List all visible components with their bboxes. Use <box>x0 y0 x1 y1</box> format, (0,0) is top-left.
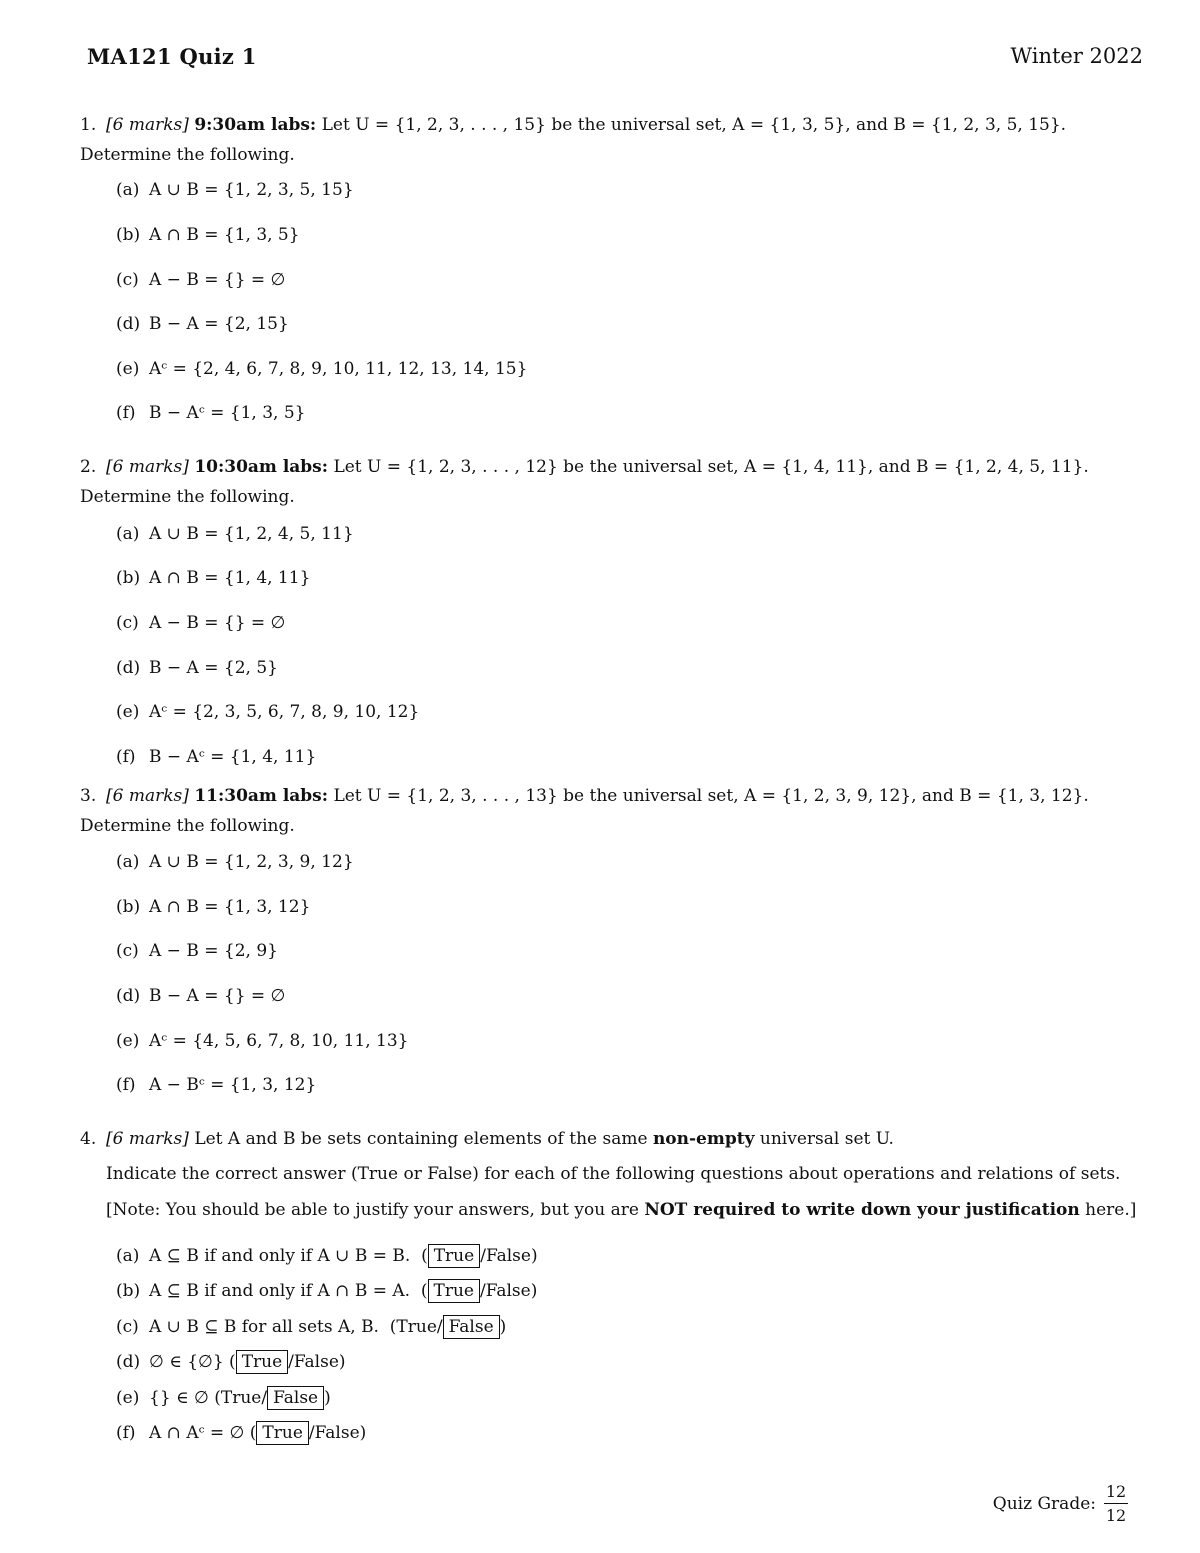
note-text <box>106 1200 1136 1220</box>
grade-label: Quiz Grade: <box>992 1493 1096 1514</box>
part-answer: A ∪ B = {1, 2, 3, 5, 15} <box>149 180 354 200</box>
tf-choice: (True/ False ) <box>214 1388 331 1408</box>
part-answer: B − Aᶜ = {1, 4, 11} <box>149 747 317 767</box>
part-label: (d) <box>116 1352 141 1372</box>
part-answer: B − A = {2, 15} <box>149 314 289 334</box>
question-marks: [6 marks] <box>106 1129 189 1149</box>
part-label: (d) <box>116 986 141 1006</box>
part-label: (d) <box>116 314 141 334</box>
tf-choice: ( True /False) <box>229 1352 346 1372</box>
part-item <box>116 938 278 964</box>
part-answer: A ∪ B = {1, 2, 4, 5, 11} <box>149 524 354 544</box>
grade-numerator: 12 <box>1105 1482 1127 1501</box>
part-item <box>116 655 278 681</box>
part-answer: A − B = {} = ∅ <box>149 613 286 633</box>
tf-choice: ( True /False) <box>421 1246 538 1266</box>
grade-fraction <box>1104 1482 1128 1525</box>
part-label: (f) <box>116 747 136 767</box>
question-stem: Let U = {1, 2, 3, . . . , 12} be the universal set, A = {1, 4, 11}, and B = {1, 2, 4, 5, 11}. Determine the following. <box>80 457 1089 507</box>
false-choice: False <box>314 1423 360 1443</box>
term-label: Winter 2022 <box>1010 44 1143 68</box>
part-item <box>116 356 527 382</box>
part-item <box>116 400 305 426</box>
part-label: (b) <box>116 1281 141 1301</box>
question-marks: [6 marks] <box>106 457 189 477</box>
part-item <box>116 610 285 636</box>
false-choice: False <box>293 1352 339 1372</box>
part-label: (e) <box>116 702 140 722</box>
tf-choice: ( True /False) <box>420 1281 538 1301</box>
true-choice: True <box>220 1388 262 1408</box>
part-label: (e) <box>116 1388 140 1408</box>
part-item <box>116 699 419 725</box>
tf-item <box>116 1349 346 1375</box>
question-2 <box>80 452 1146 512</box>
quiz-grade <box>993 1482 1128 1525</box>
question-3 <box>80 781 1146 841</box>
part-item <box>116 983 285 1009</box>
tf-statement: A ⊆ B if and only if A ∪ B = B. <box>149 1246 411 1266</box>
question-stem-post: universal set U. <box>759 1129 894 1149</box>
part-label: (e) <box>116 1031 140 1051</box>
part-answer: A − Bᶜ = {1, 3, 12} <box>149 1075 317 1095</box>
false-choice: False <box>485 1281 531 1301</box>
part-label: (a) <box>116 852 140 872</box>
question-1 <box>80 110 1146 170</box>
false-choice: False <box>485 1246 531 1266</box>
lab-label: 10:30am labs: <box>194 457 329 477</box>
part-label: (c) <box>116 613 139 633</box>
tf-statement: A ∪ B ⊆ B for all sets A, B. <box>149 1317 379 1337</box>
question-number: 3. <box>80 786 97 806</box>
part-item <box>116 1028 408 1054</box>
part-answer: Aᶜ = {2, 4, 6, 7, 8, 9, 10, 11, 12, 13, 14, 15} <box>149 359 528 379</box>
question-marks: [6 marks] <box>106 115 189 135</box>
part-item <box>116 222 300 248</box>
tf-choice: (True/ False ) <box>389 1317 507 1337</box>
part-item <box>116 1072 316 1098</box>
part-label: (b) <box>116 568 141 588</box>
tf-item <box>116 1420 366 1446</box>
question-stem: Let U = {1, 2, 3, . . . , 13} be the universal set, A = {1, 2, 3, 9, 12}, and B = {1, 3, 12}. Determine the following. <box>80 786 1089 836</box>
part-answer: B − A = {} = ∅ <box>149 986 286 1006</box>
part-label: (a) <box>116 524 140 544</box>
part-item <box>116 849 354 875</box>
tf-statement: A ∩ Aᶜ = ∅ <box>149 1423 245 1443</box>
part-label: (c) <box>116 270 139 290</box>
question-4 <box>80 1124 1146 1154</box>
true-choice-boxed: True <box>256 1421 308 1445</box>
lab-label: 9:30am labs: <box>194 115 317 135</box>
false-choice-boxed: False <box>267 1386 324 1410</box>
part-label: (e) <box>116 359 140 379</box>
question-stem-pre: Let A and B be sets containing elements of the same <box>194 1129 648 1149</box>
part-answer: Aᶜ = {4, 5, 6, 7, 8, 10, 11, 13} <box>149 1031 409 1051</box>
part-answer: A ∩ B = {1, 3, 5} <box>149 225 300 245</box>
part-answer: Aᶜ = {2, 3, 5, 6, 7, 8, 9, 10, 12} <box>149 702 420 722</box>
part-label: (b) <box>116 897 141 917</box>
fraction-bar <box>1104 1503 1128 1504</box>
question-number: 1. <box>80 115 97 135</box>
true-choice-boxed: True <box>428 1244 480 1268</box>
quiz-title: MA121 Quiz 1 <box>87 44 257 69</box>
part-answer: B − A = {2, 5} <box>149 658 278 678</box>
tf-statement: A ⊆ B if and only if A ∩ B = A. <box>149 1281 411 1301</box>
part-item <box>116 267 285 293</box>
true-choice-boxed: True <box>236 1350 288 1374</box>
instruction-text: Indicate the correct answer (True or False) for each of the following questions about operations and relations of sets. <box>106 1164 1121 1184</box>
question-number: 4. <box>80 1129 97 1149</box>
tf-item <box>116 1243 538 1269</box>
part-answer: A ∩ B = {1, 4, 11} <box>149 568 311 588</box>
part-answer: A − B = {} = ∅ <box>149 270 286 290</box>
tf-item <box>116 1385 331 1411</box>
part-item <box>116 894 310 920</box>
part-item <box>116 521 354 547</box>
part-label: (c) <box>116 1317 139 1337</box>
note-pre: [Note: You should be able to justify your answers, but you are <box>106 1200 639 1220</box>
part-item <box>116 311 289 337</box>
part-label: (a) <box>116 180 140 200</box>
part-answer: A − B = {2, 9} <box>149 941 278 961</box>
question-stem: Let U = {1, 2, 3, . . . , 15} be the universal set, A = {1, 3, 5}, and B = {1, 2, 3, 5, 15}. Determine the following. <box>80 115 1067 165</box>
part-label: (d) <box>116 658 141 678</box>
part-item <box>116 565 310 591</box>
tf-item <box>116 1314 506 1340</box>
note-post: here.] <box>1085 1200 1137 1220</box>
part-label: (f) <box>116 1423 136 1443</box>
true-choice-boxed: True <box>428 1279 480 1303</box>
grade-denominator: 12 <box>1105 1506 1127 1525</box>
question-number: 2. <box>80 457 97 477</box>
note-emphasis: NOT required to write down your justification <box>644 1200 1080 1220</box>
part-label: (a) <box>116 1246 140 1266</box>
part-item <box>116 177 354 203</box>
part-label: (c) <box>116 941 139 961</box>
part-answer: B − Aᶜ = {1, 3, 5} <box>149 403 306 423</box>
part-answer: A ∪ B = {1, 2, 3, 9, 12} <box>149 852 354 872</box>
part-label: (f) <box>116 1075 136 1095</box>
tf-choice: ( True /False) <box>249 1423 367 1443</box>
question-stem-emphasis: non-empty <box>652 1129 755 1149</box>
tf-statement: {} ∈ ∅ <box>149 1388 209 1408</box>
part-label: (b) <box>116 225 141 245</box>
false-choice-boxed: False <box>443 1315 500 1339</box>
part-item <box>116 744 316 770</box>
part-answer: A ∩ B = {1, 3, 12} <box>149 897 311 917</box>
part-label: (f) <box>116 403 136 423</box>
true-choice: True <box>396 1317 437 1337</box>
question-marks: [6 marks] <box>106 786 189 806</box>
tf-statement: ∅ ∈ {∅} <box>149 1352 224 1372</box>
tf-item <box>116 1278 537 1304</box>
lab-label: 11:30am labs: <box>194 786 329 806</box>
